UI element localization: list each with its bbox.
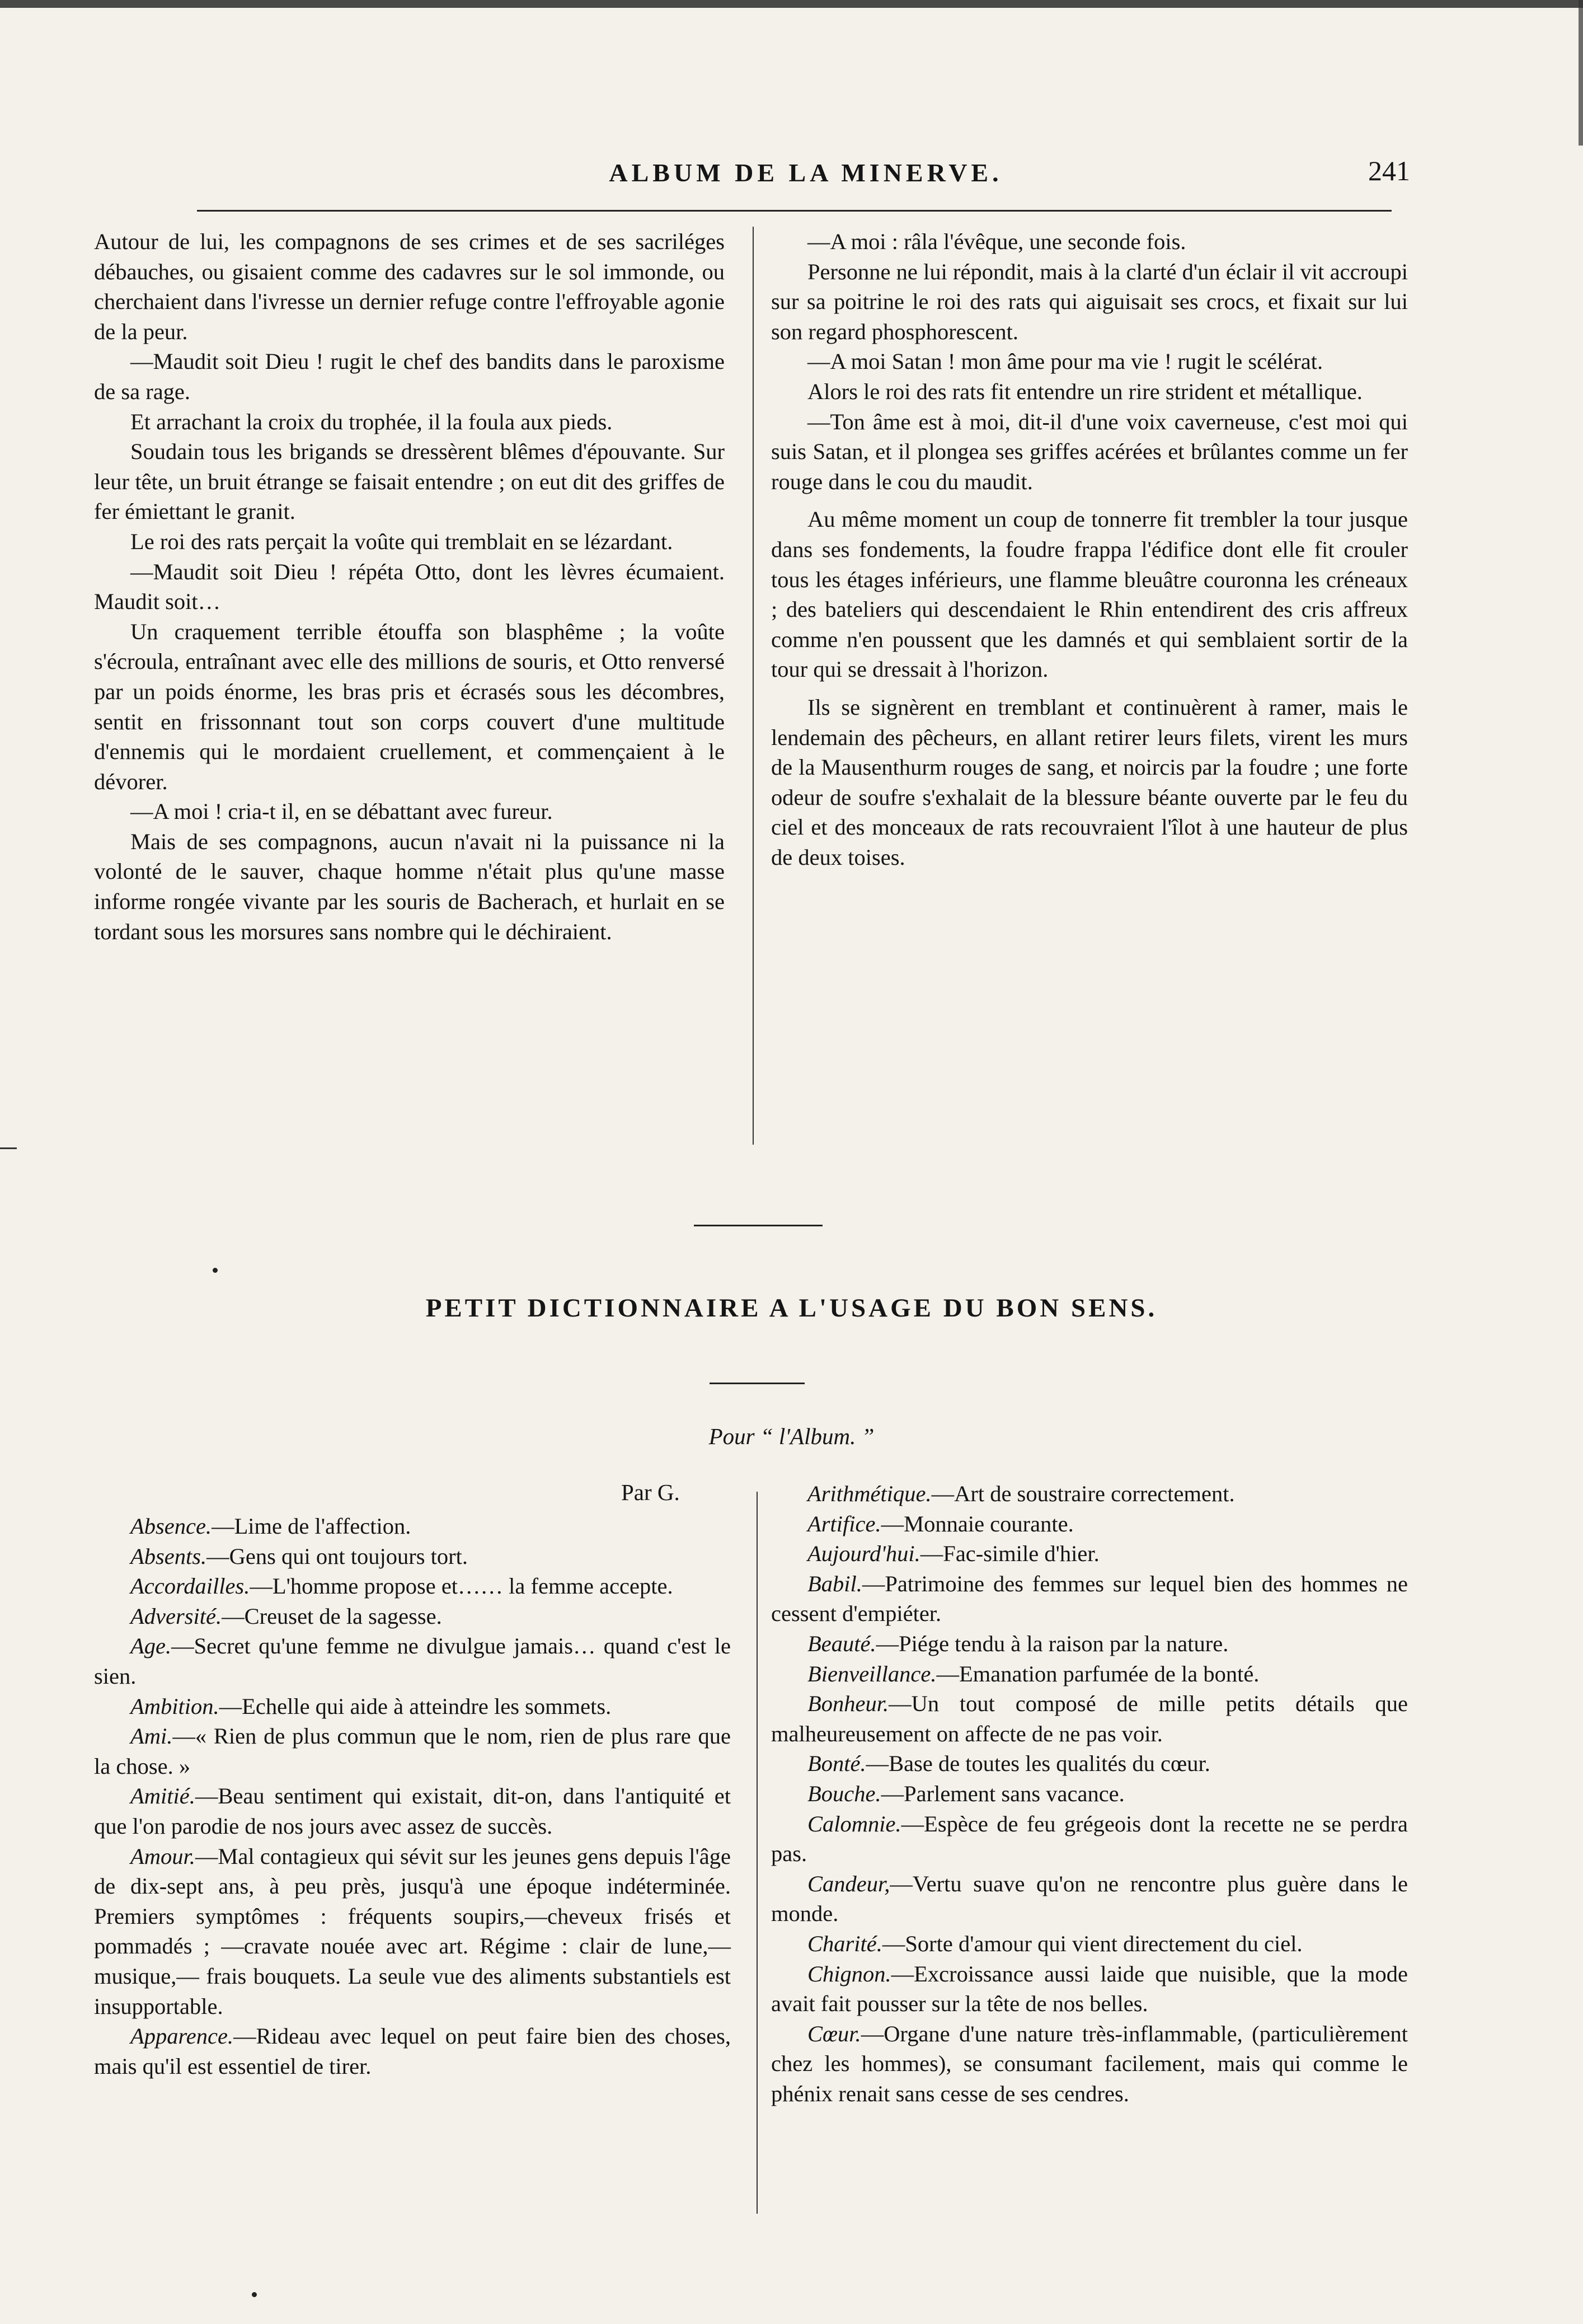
entry-term: Babil.	[807, 1571, 862, 1596]
page-top-edge	[0, 0, 1583, 8]
entry-definition: —Creuset de la sagesse.	[222, 1603, 442, 1629]
dictionary-entry	[771, 1659, 1408, 1689]
dictionary-entry	[94, 1541, 731, 1572]
entry-definition: —Fac-simile d'hier.	[920, 1541, 1100, 1567]
dictionary-column-right	[771, 1479, 1408, 2109]
story-paragraph: Ils se signèrent en tremblant et continuèrent à ramer, mais le lendemain des pêcheurs, en allant retirer leurs filets, virent les murs de la Mausenthurm rouges de sang, et noircis par la foudre ; une forte odeur de soufre s'exhalait de la blessure béante ouverte par le feu du ciel et des monceaux de rats recouvraient l'îlot à une hauteur de plus de deux toises.	[771, 694, 1408, 870]
entry-term: Aujourd'hui.	[807, 1541, 920, 1567]
entry-definition: —Beau sentiment qui existait, dit-on, dans l'antiquité et que l'on parodie de nos jours avec assez de succès.	[94, 1783, 731, 1839]
entry-definition: —Art de soustraire correctement.	[931, 1481, 1235, 1506]
story-paragraph: —Maudit soit Dieu ! rugit le chef des bandits dans le paroxisme de sa rage.	[94, 349, 725, 404]
entry-definition: —Lime de l'affection.	[212, 1514, 411, 1539]
entry-definition: —Excroissance aussi laide que nuisible, que la mode avait fait pousser sur la tête de nos belles.	[771, 1961, 1408, 2017]
entry-definition: —Organe d'une nature très-inflammable, (particulièrement chez les hommes), se consumant facilement, mais qui comme le phénix renait sans cesse de ses cendres.	[771, 2021, 1408, 2106]
entry-term: Apparence.	[130, 2023, 234, 2049]
story-paragraph: Soudain tous les brigands se dressèrent blêmes d'épouvante. Sur leur tête, un bruit étrange se faisait entendre ; on eut dit des griffes de fer émiettant le granit.	[94, 439, 725, 524]
story-paragraph: —A moi ! cria-t il, en se débattant avec fureur.	[130, 799, 553, 824]
entry-term: Bonheur.	[807, 1691, 889, 1717]
dictionary-entry	[771, 1929, 1408, 1959]
journal-title: ALBUM DE LA MINERVE.	[609, 158, 1003, 187]
entry-term: Charité.	[807, 1931, 882, 1956]
ink-speck	[213, 1268, 218, 1273]
dictionary-entry	[94, 1571, 731, 1601]
entry-definition: —Patrimoine des femmes sur lequel bien des hommes ne cessent d'empiéter.	[771, 1571, 1408, 1627]
ink-speck	[252, 2292, 257, 2297]
dictionary-entry	[94, 1842, 731, 2022]
story-paragraph: Un craquement terrible étouffa son blasphême ; la voûte s'écroula, entraînant avec elle des millions de souris, et Otto renversé par un poids énorme, les bras pris et écrasés sous les décombres, sentit en frissonnant tout son corps couvert d'une multitude d'ennemis qui le mordaient cruellement, et commençaient à le dévorer.	[94, 619, 725, 794]
dictionary-entry	[94, 1781, 731, 1841]
entry-definition: —« Rien de plus commun que le nom, rien de plus rare que la chose. »	[94, 1723, 731, 1779]
title-rule	[710, 1383, 805, 1384]
entry-definition: —Parlement sans vacance.	[881, 1781, 1125, 1806]
story-paragraph: Mais de ses compagnons, aucun n'avait ni la puissance ni la volonté de le sauver, chaque homme n'était plus qu'une masse informe rongée vivante par les souris de Bacherach, et hurlait en se tordant sous les morsures sans nombre qui le déchiraient.	[94, 828, 725, 944]
dictionary-entry	[771, 1539, 1408, 1569]
entry-definition: —Emanation parfumée de la bonté.	[936, 1661, 1260, 1686]
entry-definition: —Vertu suave qu'on ne rencontre plus guère dans le monde.	[771, 1871, 1408, 1927]
entry-definition: —Piége tendu à la raison par la nature.	[876, 1630, 1229, 1656]
entry-definition: —Sorte d'amour qui vient directement du ciel.	[882, 1931, 1303, 1956]
dictionary-entry	[771, 1809, 1408, 1869]
page-number: 241	[1368, 155, 1410, 186]
entry-term: Beauté.	[807, 1630, 876, 1656]
entry-term: Candeur,	[807, 1871, 890, 1896]
story-paragraph: —Ton âme est à moi, dit-il d'une voix caverneuse, c'est moi qui suis Satan, et il plongea ses griffes acérées et brûlantes comme un fer rouge dans le cou du maudit.	[771, 409, 1408, 494]
entry-term: Ambition.	[130, 1693, 219, 1719]
entry-definition: —Un tout composé de mille petits détails que malheureusement on affecte de ne pas voir.	[771, 1691, 1408, 1746]
entry-term: Bonté.	[807, 1751, 866, 1777]
entry-definition: —Espèce de feu grégeois dont la recette ne se perdra pas.	[771, 1811, 1408, 1867]
entry-term: Amour.	[130, 1843, 195, 1869]
entry-definition: —Secret qu'une femme ne divulgue jamais… quand c'est le sien.	[94, 1633, 731, 1689]
entry-term: Bienveillance.	[807, 1661, 937, 1686]
dedication-pour: Pour	[708, 1423, 755, 1449]
dictionary-entry	[771, 1509, 1408, 1539]
entry-term: Ami.	[130, 1723, 173, 1749]
header-rule	[197, 210, 1392, 212]
dictionary-entry	[94, 1721, 731, 1781]
entry-term: Amitié.	[130, 1783, 195, 1809]
story-paragraph: Autour de lui, les compagnons de ses crimes et de ses sacriléges débauches, ou gisaient comme des cadavres sur le sol immonde, ou cherchaient dans l'ivresse un dernier refuge contre l'effroyable agonie de la peur.	[94, 229, 725, 344]
section-separator	[694, 1225, 823, 1226]
entry-definition: —Rideau avec lequel on peut faire bien des choses, mais qu'il est essentiel de tirer.	[94, 2023, 731, 2079]
entry-definition: —Monnaie courante.	[881, 1511, 1074, 1536]
entry-term: Bouche.	[807, 1781, 881, 1806]
page-right-edge	[1579, 0, 1583, 146]
dictionary-entry	[94, 2021, 731, 2081]
dictionary-entry	[771, 1869, 1408, 1929]
column-divider-top	[753, 227, 754, 1145]
dictionary-entry	[94, 1511, 731, 1541]
dictionary-column-left	[94, 1511, 731, 2081]
entry-definition: —Base de toutes les qualités du cœur.	[866, 1751, 1210, 1777]
entry-term: Chignon.	[807, 1961, 891, 1986]
story-paragraph: Au même moment un coup de tonnerre fit trembler la tour jusque dans ses fondements, la foudre frappa l'édifice dont elle fit crouler tous les étages inférieurs, une flamme bleuâtre couronna les créneaux ; des bateliers qui descendaient le Rhin entendirent des cris affreux comme n'en poussent que les damnés et qui semblaient sortir de la tour qui se dressait à l'horizon.	[771, 507, 1408, 682]
story-column-right	[771, 227, 1408, 872]
dictionary-entry	[771, 2019, 1408, 2109]
entry-term: Age.	[130, 1633, 172, 1659]
entry-term: Calomnie.	[807, 1811, 901, 1836]
dictionary-entry	[771, 1689, 1408, 1749]
entry-definition: —L'homme propose et…… la femme accepte.	[250, 1573, 673, 1599]
entry-term: Absence.	[130, 1514, 212, 1539]
dictionary-entry	[771, 1779, 1408, 1809]
story-paragraph: Alors le roi des rats fit entendre un rire strident et métallique.	[807, 378, 1363, 404]
entry-term: Accordailles.	[130, 1573, 250, 1599]
dedication-target: “ l'Album. ”	[760, 1423, 875, 1449]
column-divider-bottom	[757, 1492, 758, 2214]
story-paragraph: —A moi Satan ! mon âme pour ma vie ! rugit le scélérat.	[807, 349, 1323, 374]
margin-mark	[0, 1147, 17, 1149]
story-paragraph: —A moi : râla l'évêque, une seconde fois.	[807, 229, 1186, 254]
entry-definition: —Gens qui ont toujours tort.	[206, 1543, 468, 1569]
dictionary-author: Par G.	[621, 1479, 680, 1505]
running-header	[201, 155, 1410, 197]
story-paragraph: —Maudit soit Dieu ! répéta Otto, dont les lèvres écumaient. Maudit soit…	[94, 559, 725, 615]
story-paragraph: Le roi des rats perçait la voûte qui tremblait en se lézardant.	[130, 528, 673, 554]
story-paragraph: Et arrachant la croix du trophée, il la foula aux pieds.	[130, 409, 613, 434]
dictionary-title: PETIT DICTIONNAIRE A L'USAGE DU BON SENS.	[425, 1294, 1158, 1323]
dictionary-entry	[94, 1601, 731, 1632]
dictionary-entry	[771, 1629, 1408, 1659]
dictionary-entry	[771, 1749, 1408, 1779]
story-paragraph: Personne ne lui répondit, mais à la clarté d'un éclair il vit accroupi sur sa poitrine le roi des rats qui aiguisait ses crocs, et fixait sur lui son regard phosphorescent.	[771, 259, 1408, 344]
dictionary-entry	[771, 1479, 1408, 1509]
entry-term: Cœur.	[807, 2021, 861, 2046]
dictionary-entry	[771, 1959, 1408, 2019]
story-column-left	[94, 227, 725, 947]
dictionary-entry	[94, 1692, 731, 1722]
entry-definition: —Mal contagieux qui sévit sur les jeunes gens depuis l'âge de dix-sept ans, à peu près, jusqu'à une époque indéterminée. Premiers symptômes : fréquents soupirs,—cheveux frisés et pommadés ; —cravate nouée avec art. Régime : clair de lune,—musique,— frais bouquets. La seule vue des aliments substantiels est insupportable.	[94, 1843, 731, 2019]
entry-term: Artifice.	[807, 1511, 881, 1536]
dictionary-dedication	[0, 1423, 1583, 1450]
entry-term: Arithmétique.	[807, 1481, 932, 1506]
entry-term: Absents.	[130, 1543, 207, 1569]
dictionary-entry	[771, 1569, 1408, 1629]
entry-term: Adversité.	[130, 1603, 222, 1629]
entry-definition: —Echelle qui aide à atteindre les sommets.	[219, 1693, 612, 1719]
dictionary-entry	[94, 1631, 731, 1691]
